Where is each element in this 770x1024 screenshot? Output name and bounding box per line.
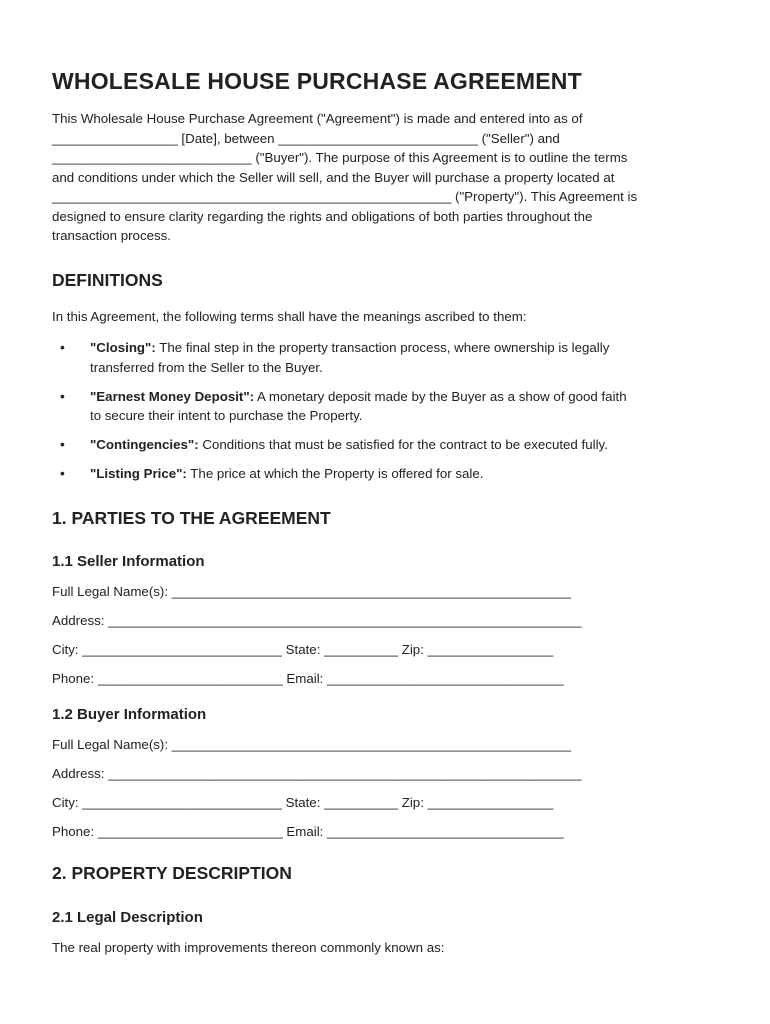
bullet-icon: •: [60, 465, 65, 481]
definition-term: "Earnest Money Deposit":: [90, 388, 255, 404]
list-item: [52, 464, 722, 484]
definition-text: Conditions that must be satisfied for the contract to be executed fully.: [198, 437, 608, 452]
buyer-info-heading: 1.2 Buyer Information: [52, 705, 207, 723]
definitions-lead: In this Agreement, the following terms shall have the meanings ascribed to them:: [52, 308, 527, 324]
definition-term: "Contingencies":: [90, 437, 199, 452]
intro-line: ___________________________ ("Buyer"). The purpose of this Agreement is to outline the terms: [52, 150, 628, 165]
document-title: WHOLESALE HOUSE PURCHASE AGREEMENT: [52, 68, 582, 94]
intro-paragraph: [52, 109, 722, 246]
seller-info-heading: 1.1 Seller Information: [52, 552, 205, 570]
legal-description-heading: 2.1 Legal Description: [52, 908, 203, 926]
bullet-icon: •: [60, 339, 65, 355]
seller-city-state-zip-field[interactable]: City: ___________________________ State: __________ Zip: _________________: [52, 641, 554, 657]
buyer-phone-email-field[interactable]: Phone: _________________________ Email: ________________________________: [52, 823, 564, 839]
legal-description-text: The real property with improvements thereon commonly known as:: [52, 939, 445, 955]
intro-line: designed to ensure clarity regarding the rights and obligations of both parties throughout the: [52, 208, 593, 224]
definition-text: The final step in the property transaction process, where ownership is legally: [155, 340, 610, 355]
definition-text: A monetary deposit made by the Buyer as a show of good faith: [254, 388, 627, 404]
document-page: [52, 68, 722, 957]
seller-phone-email-field[interactable]: Phone: _________________________ Email: ________________________________: [52, 670, 564, 686]
buyer-name-field[interactable]: Full Legal Name(s): ______________________________________________________: [52, 736, 572, 752]
definition-text: The price at which the Property is offered for sale.: [186, 466, 484, 481]
definition-text: to secure their intent to purchase the Property.: [90, 408, 363, 423]
seller-address-field[interactable]: Address: ________________________________________________________________: [52, 612, 582, 628]
intro-line: transaction process.: [52, 228, 171, 243]
list-item: [52, 387, 722, 426]
intro-line: ______________________________________________________ ("Property"). This Agreement is: [52, 189, 638, 204]
seller-name-field[interactable]: Full Legal Name(s): ______________________________________________________: [52, 583, 572, 599]
bullet-icon: •: [60, 387, 65, 404]
section-heading-property: 2. PROPERTY DESCRIPTION: [52, 862, 292, 883]
buyer-city-state-zip-field[interactable]: City: ___________________________ State: __________ Zip: _________________: [52, 794, 554, 810]
definition-term: "Closing":: [90, 340, 156, 355]
bullet-icon: •: [60, 436, 65, 452]
list-item: [52, 338, 722, 377]
definition-text: transferred from the Seller to the Buyer.: [90, 359, 323, 375]
definitions-list: [52, 338, 722, 484]
intro-line: This Wholesale House Purchase Agreement ("Agreement") is made and entered into as of: [52, 111, 583, 126]
intro-line: _________________ [Date], between ___________________________ ("Seller") and: [52, 130, 560, 146]
section-heading-parties: 1. PARTIES TO THE AGREEMENT: [52, 507, 331, 528]
intro-line: and conditions under which the Seller will sell, and the Buyer will purchase a property located at: [52, 169, 615, 185]
list-item: [52, 435, 722, 455]
definitions-heading: DEFINITIONS: [52, 269, 163, 290]
buyer-address-field[interactable]: Address: ________________________________________________________________: [52, 765, 582, 781]
definition-term: "Listing Price":: [90, 466, 187, 481]
